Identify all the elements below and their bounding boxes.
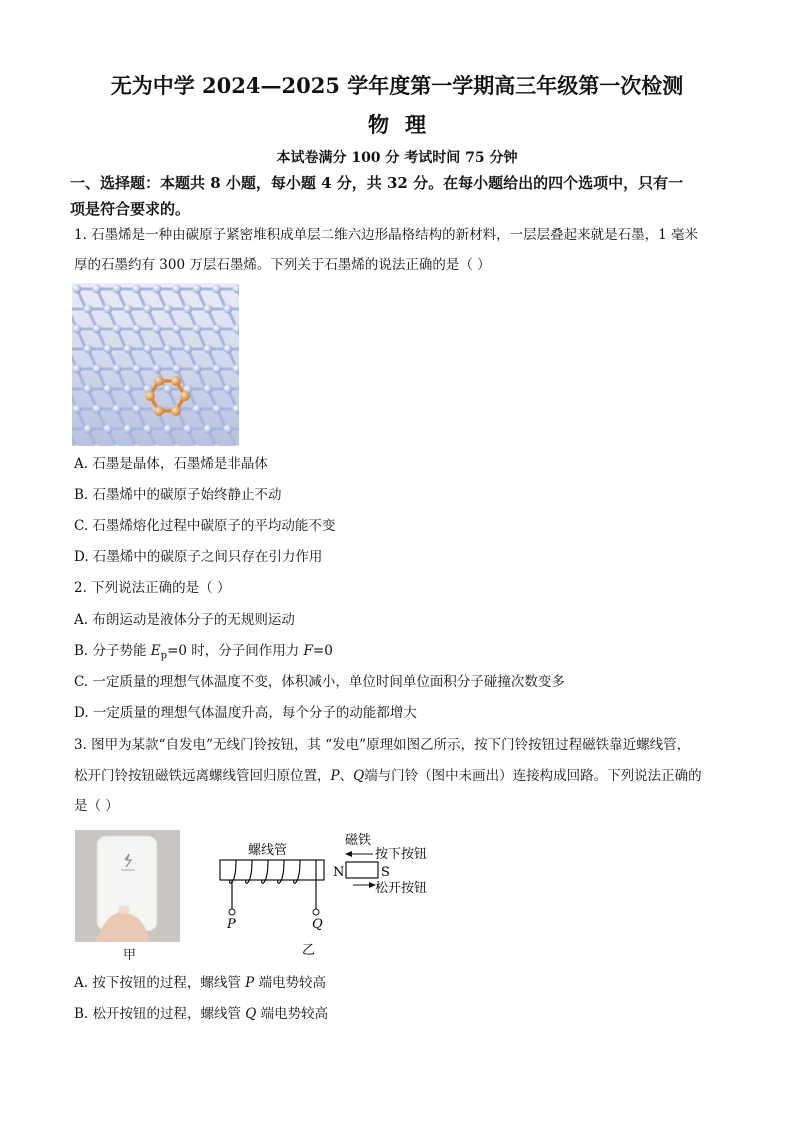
- q3-stem-line1: 3. 图甲为某款“自发电”无线门铃按钮，其 “发电”原理如图乙所示，按下门铃按钮过程磁铁靠近螺线管，: [74, 737, 691, 753]
- q1-stem-line2: 厚的石墨约有 300 万层石墨烯。下列关于石墨烯的说法正确的是（ ）: [74, 257, 491, 273]
- fig-label-yi: 乙: [302, 943, 316, 958]
- q3-option-b-end: 端电势较高: [256, 1006, 329, 1022]
- q3-stem-line3: 是（ ）: [74, 798, 119, 814]
- q3-stem-line2-c: 端与门铃（图中未画出）连接构成回路。下列说法正确的: [364, 768, 702, 784]
- terminal-p: P: [227, 917, 236, 932]
- q2-option-b: [74, 641, 333, 667]
- q3-option-b-sym: Q: [245, 1006, 257, 1022]
- q3-option-b-pre: B. 松开按钮的过程，螺线管: [74, 1006, 246, 1022]
- q2-option-b-end: =0: [312, 643, 333, 659]
- q3-option-a-pre: A. 按下按钮的过程，螺线管: [74, 975, 246, 991]
- q1-stem-line1: 1. 石墨烯是一种由碳原子紧密堆积成单层二维六边形晶格结构的新材料，一层层叠起来就是石墨，1 毫米: [74, 227, 699, 243]
- q2-option-c: C. 一定质量的理想气体温度不变，体积减小，单位时间单位面积分子碰撞次数变多: [74, 674, 565, 690]
- coil-label: 螺线管: [248, 843, 288, 858]
- q2-stem: 2. 下列说法正确的是（ ）: [74, 580, 231, 596]
- q1-option-c: C. 石墨烯熔化过程中碳原子的平均动能不变: [74, 518, 336, 534]
- fig-label-jia: 甲: [123, 948, 137, 963]
- q2-symbol-e: E: [150, 643, 161, 659]
- q2-option-a: A. 布朗运动是液体分子的无规则运动: [74, 612, 295, 628]
- doorbell-photo: [75, 830, 180, 942]
- q1-option-b: B. 石墨烯中的碳原子始终静止不动: [74, 487, 282, 503]
- q2-option-b-pre: B. 分子势能: [74, 643, 151, 659]
- magnet-label: 磁铁: [345, 833, 372, 848]
- exam-title: 无为中学 2024—2025 学年度第一学期高三年级第一次检测: [110, 73, 684, 98]
- q3-option-b: [74, 1004, 328, 1024]
- release-label: 松开按钮: [375, 881, 428, 896]
- press-label: 按下按钮: [375, 847, 428, 862]
- q1-option-d: D. 石墨烯中的碳原子之间只存在引力作用: [74, 549, 323, 565]
- q1-option-a: A. 石墨是晶体，石墨烯是非晶体: [74, 456, 268, 472]
- q2-symbol-f: F: [303, 643, 313, 659]
- section-heading: [70, 170, 730, 222]
- q3-option-a: [74, 973, 326, 993]
- terminal-q: Q: [312, 917, 323, 932]
- q3-stem-p: P: [330, 768, 340, 784]
- section-heading-line2: 项是符合要求的。: [70, 200, 191, 218]
- q3-stem-sep: 、: [339, 768, 354, 784]
- exam-info: 本试卷满分 100 分 考试时间 75 分钟: [276, 150, 518, 166]
- magnet-n: N: [333, 865, 345, 880]
- subject-title: 物理: [368, 112, 442, 137]
- section-heading-line1: 一、选择题：本题共 8 小题，每小题 4 分，共 32 分。在每小题给出的四个选项中，只有一: [70, 174, 684, 192]
- q3-stem-q: Q: [353, 768, 365, 784]
- q3-option-a-sym: P: [245, 975, 255, 991]
- q2-option-d: D. 一定质量的理想气体温度升高，每个分子的动能都增大: [74, 705, 417, 721]
- q3-stem-line2: [74, 766, 702, 786]
- q2-symbol-p: p: [160, 650, 168, 662]
- magnet-s: S: [381, 865, 390, 880]
- q2-option-b-mid: =0 时，分子间作用力: [167, 643, 304, 659]
- circuit-diagram: [208, 830, 458, 960]
- q3-option-a-end: 端电势较高: [254, 975, 327, 991]
- graphene-image: [72, 283, 239, 446]
- q3-stem-line2-a: 松开门铃按钮磁铁远离螺线管回归原位置，: [74, 768, 331, 784]
